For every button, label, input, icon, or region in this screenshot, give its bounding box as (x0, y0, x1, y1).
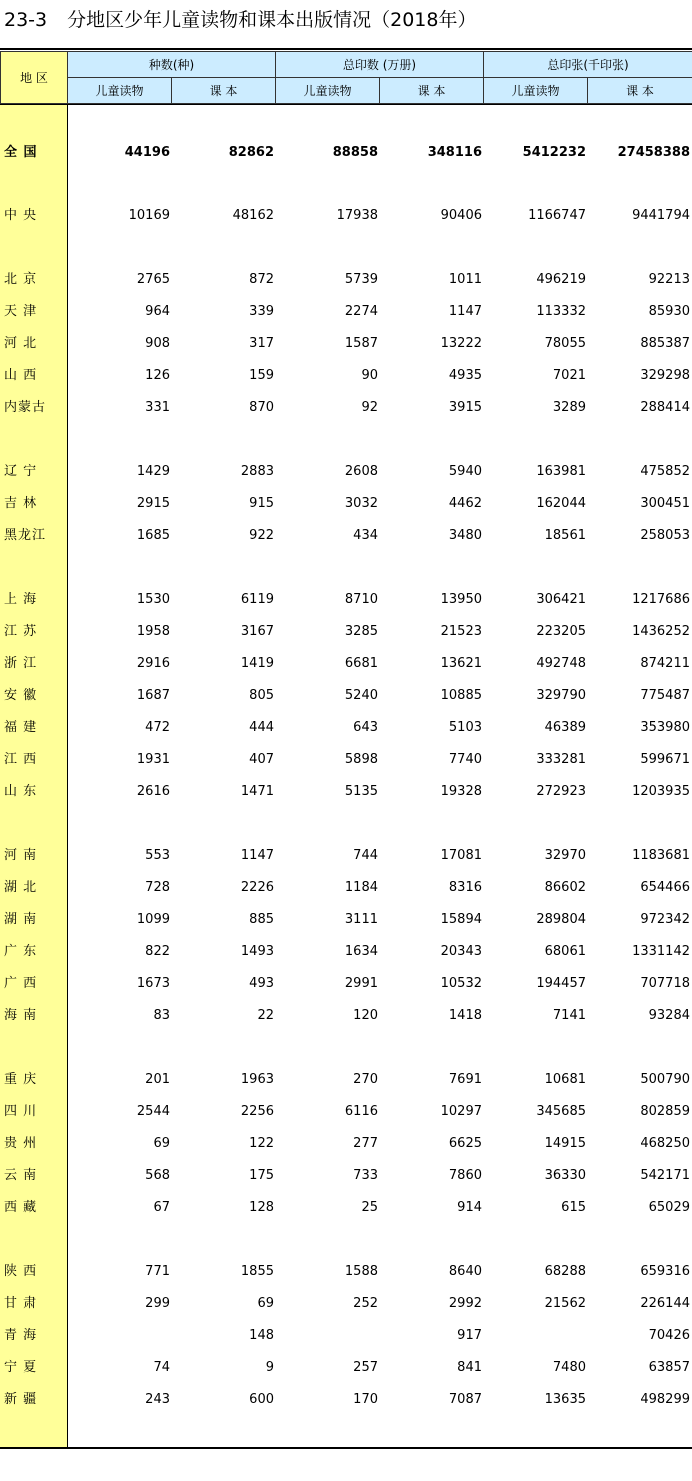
table-row (0, 1102, 692, 1122)
table-row (0, 526, 692, 546)
value-cell: 13222 (440, 336, 482, 351)
value-cell: 17081 (440, 848, 482, 863)
region-name: 广 西 (4, 976, 38, 991)
value-cell: 771 (145, 1264, 170, 1279)
value-cell: 7860 (448, 1168, 482, 1183)
value-cell: 6625 (448, 1136, 482, 1151)
value-cell: 32970 (544, 848, 586, 863)
value-cell: 615 (561, 1200, 586, 1215)
value-cell: 13621 (440, 656, 482, 671)
value-cell: 69 (153, 1136, 170, 1151)
region-name: 浙 江 (4, 656, 38, 671)
table-number: 23-3 (4, 9, 48, 31)
value-cell: 25 (361, 1200, 378, 1215)
value-cell: 7021 (552, 368, 586, 383)
value-cell: 14915 (544, 1136, 586, 1151)
table-row (0, 1294, 692, 1314)
value-cell: 148 (249, 1328, 274, 1343)
value-cell: 120 (353, 1008, 378, 1023)
value-cell: 1471 (240, 784, 274, 799)
table-row (0, 1006, 692, 1026)
header-sub-textbook: 课 本 (380, 78, 484, 104)
value-cell: 6116 (344, 1104, 378, 1119)
value-cell: 475852 (640, 464, 690, 479)
table-row (0, 590, 692, 610)
value-cell: 175 (249, 1168, 274, 1183)
value-cell: 339 (249, 304, 274, 319)
value-cell: 201 (145, 1072, 170, 1087)
value-cell: 3285 (344, 624, 378, 639)
value-cell: 226144 (640, 1296, 690, 1311)
value-cell: 3167 (240, 624, 274, 639)
value-cell: 7087 (448, 1392, 482, 1407)
value-cell: 306421 (536, 592, 586, 607)
value-cell: 8316 (448, 880, 482, 895)
value-cell: 10297 (440, 1104, 482, 1119)
region-name: 湖 北 (4, 880, 38, 895)
header-group-titles: 种数(种) (68, 52, 276, 78)
value-cell: 2608 (344, 464, 378, 479)
value-cell: 3289 (552, 400, 586, 415)
table-row (0, 143, 692, 163)
value-cell: 733 (353, 1168, 378, 1183)
value-cell: 2226 (240, 880, 274, 895)
value-cell: 68288 (544, 1264, 586, 1279)
value-cell: 13635 (544, 1392, 586, 1407)
value-cell: 7740 (448, 752, 482, 767)
value-cell: 2916 (136, 656, 170, 671)
value-cell: 600 (249, 1392, 274, 1407)
value-cell: 2915 (136, 496, 170, 511)
region-name: 黑龙江 (4, 528, 47, 543)
table-row (0, 1070, 692, 1090)
table-row (0, 942, 692, 962)
header-sub-children: 儿童读物 (484, 78, 588, 104)
region-name: 上 海 (4, 592, 38, 607)
value-cell: 472 (145, 720, 170, 735)
table-row (0, 1198, 692, 1218)
value-cell: 128 (249, 1200, 274, 1215)
value-cell: 4462 (448, 496, 482, 511)
value-cell: 27458388 (617, 145, 690, 160)
value-cell: 70426 (648, 1328, 690, 1343)
value-cell: 1588 (344, 1264, 378, 1279)
value-cell: 8710 (344, 592, 378, 607)
value-cell: 1203935 (632, 784, 690, 799)
value-cell: 329298 (640, 368, 690, 383)
value-cell: 659316 (640, 1264, 690, 1279)
value-cell: 3032 (344, 496, 378, 511)
value-cell: 82862 (228, 145, 274, 160)
region-name: 西 藏 (4, 1200, 38, 1215)
value-cell: 2544 (136, 1104, 170, 1119)
table-row (0, 718, 692, 738)
value-cell: 1419 (240, 656, 274, 671)
value-cell: 1685 (136, 528, 170, 543)
value-cell: 272923 (536, 784, 586, 799)
header-sub-textbook: 课 本 (172, 78, 276, 104)
value-cell: 1166747 (528, 208, 586, 223)
table-row (0, 494, 692, 514)
value-cell: 10681 (544, 1072, 586, 1087)
value-cell: 9441794 (632, 208, 690, 223)
value-cell: 3480 (448, 528, 482, 543)
header-group-impressions: 总印数 (万册) (276, 52, 484, 78)
table-row (0, 366, 692, 386)
value-cell: 972342 (640, 912, 690, 927)
value-cell: 1183681 (632, 848, 690, 863)
value-cell: 65029 (648, 1200, 690, 1215)
value-cell: 496219 (536, 272, 586, 287)
value-cell: 22 (257, 1008, 274, 1023)
value-cell: 1147 (240, 848, 274, 863)
region-name: 北 京 (4, 272, 38, 287)
value-cell: 5412232 (522, 145, 586, 160)
value-cell: 599671 (640, 752, 690, 767)
value-cell: 5739 (344, 272, 378, 287)
value-cell: 6681 (344, 656, 378, 671)
value-cell: 288414 (640, 400, 690, 415)
table-row (0, 1262, 692, 1282)
value-cell: 917 (457, 1328, 482, 1343)
value-cell: 88858 (332, 145, 378, 160)
value-cell: 775487 (640, 688, 690, 703)
region-name: 重 庆 (4, 1072, 38, 1087)
value-cell: 331 (145, 400, 170, 415)
value-cell: 870 (249, 400, 274, 415)
table-row (0, 910, 692, 930)
region-name: 四 川 (4, 1104, 38, 1119)
table-row (0, 782, 692, 802)
region-name: 辽 宁 (4, 464, 38, 479)
value-cell: 805 (249, 688, 274, 703)
value-cell: 914 (457, 1200, 482, 1215)
page-title (4, 4, 476, 40)
value-cell: 170 (353, 1392, 378, 1407)
value-cell: 353980 (640, 720, 690, 735)
table-row (0, 686, 692, 706)
value-cell: 885 (249, 912, 274, 927)
value-cell: 69 (257, 1296, 274, 1311)
value-cell: 48162 (232, 208, 274, 223)
table-row (0, 1390, 692, 1410)
value-cell: 13950 (440, 592, 482, 607)
header-sub-children: 儿童读物 (276, 78, 380, 104)
region-name: 中 央 (4, 208, 38, 223)
value-cell: 500790 (640, 1072, 690, 1087)
value-cell: 345685 (536, 1104, 586, 1119)
table-row (0, 334, 692, 354)
value-cell: 5940 (448, 464, 482, 479)
value-cell: 122 (249, 1136, 274, 1151)
region-name: 江 西 (4, 752, 38, 767)
value-cell: 1634 (344, 944, 378, 959)
value-cell: 1958 (136, 624, 170, 639)
table-header (0, 51, 692, 104)
table-row (0, 878, 692, 898)
header-region: 地 区 (1, 52, 68, 104)
value-cell: 86602 (544, 880, 586, 895)
table-row (0, 1134, 692, 1154)
value-cell: 434 (353, 528, 378, 543)
value-cell: 1429 (136, 464, 170, 479)
header-sub-children: 儿童读物 (68, 78, 172, 104)
value-cell: 2616 (136, 784, 170, 799)
table-row (0, 398, 692, 418)
value-cell: 2883 (240, 464, 274, 479)
value-cell: 1673 (136, 976, 170, 991)
value-cell: 113332 (536, 304, 586, 319)
value-cell: 7691 (448, 1072, 482, 1087)
value-cell: 78055 (544, 336, 586, 351)
region-name: 湖 南 (4, 912, 38, 927)
region-name: 山 西 (4, 368, 38, 383)
value-cell: 885387 (640, 336, 690, 351)
value-cell: 492748 (536, 656, 586, 671)
value-cell: 92 (361, 400, 378, 415)
region-name: 江 苏 (4, 624, 38, 639)
value-cell: 277 (353, 1136, 378, 1151)
value-cell: 654466 (640, 880, 690, 895)
value-cell: 299 (145, 1296, 170, 1311)
value-cell: 874211 (640, 656, 690, 671)
region-name: 陕 西 (4, 1264, 38, 1279)
value-cell: 1587 (344, 336, 378, 351)
value-cell: 444 (249, 720, 274, 735)
value-cell: 1436252 (632, 624, 690, 639)
value-cell: 1493 (240, 944, 274, 959)
value-cell: 252 (353, 1296, 378, 1311)
value-cell: 44196 (124, 145, 170, 160)
header-sub-textbook: 课 本 (588, 78, 692, 104)
region-name: 吉 林 (4, 496, 38, 511)
value-cell: 728 (145, 880, 170, 895)
value-cell: 21523 (440, 624, 482, 639)
value-cell: 2274 (344, 304, 378, 319)
bottom-rule (0, 1447, 692, 1449)
value-cell: 2765 (136, 272, 170, 287)
value-cell: 6119 (240, 592, 274, 607)
value-cell: 92213 (648, 272, 690, 287)
value-cell: 1963 (240, 1072, 274, 1087)
region-name: 宁 夏 (4, 1360, 38, 1375)
value-cell: 21562 (544, 1296, 586, 1311)
value-cell: 841 (457, 1360, 482, 1375)
table-row (0, 654, 692, 674)
value-cell: 872 (249, 272, 274, 287)
value-cell: 36330 (544, 1168, 586, 1183)
value-cell: 159 (249, 368, 274, 383)
value-cell: 498299 (640, 1392, 690, 1407)
table-row (0, 462, 692, 482)
table-row (0, 846, 692, 866)
value-cell: 468250 (640, 1136, 690, 1151)
value-cell: 5103 (448, 720, 482, 735)
value-cell: 348116 (427, 145, 482, 160)
value-cell: 162044 (536, 496, 586, 511)
value-cell: 126 (145, 368, 170, 383)
region-name: 安 徽 (4, 688, 38, 703)
region-name: 全 国 (4, 145, 38, 160)
region-name: 山 东 (4, 784, 38, 799)
value-cell: 90 (361, 368, 378, 383)
value-cell: 329790 (536, 688, 586, 703)
value-cell: 3111 (344, 912, 378, 927)
value-cell: 258053 (640, 528, 690, 543)
region-name: 内蒙古 (4, 400, 47, 415)
value-cell: 1011 (448, 272, 482, 287)
region-name: 天 津 (4, 304, 38, 319)
value-cell: 300451 (640, 496, 690, 511)
table-row (0, 1166, 692, 1186)
value-cell: 289804 (536, 912, 586, 927)
value-cell: 10885 (440, 688, 482, 703)
value-cell: 85930 (648, 304, 690, 319)
value-cell: 964 (145, 304, 170, 319)
value-cell: 93284 (648, 1008, 690, 1023)
value-cell: 163981 (536, 464, 586, 479)
value-cell: 1099 (136, 912, 170, 927)
value-cell: 17938 (336, 208, 378, 223)
value-cell: 3915 (448, 400, 482, 415)
region-name: 甘 肃 (4, 1296, 38, 1311)
value-cell: 74 (153, 1360, 170, 1375)
region-name: 福 建 (4, 720, 38, 735)
top-rule (0, 48, 692, 50)
region-name: 广 东 (4, 944, 38, 959)
value-cell: 67 (153, 1200, 170, 1215)
value-cell: 194457 (536, 976, 586, 991)
table-row (0, 974, 692, 994)
value-cell: 18561 (544, 528, 586, 543)
header-group-sheets: 总印张(千印张) (484, 52, 692, 78)
value-cell: 333281 (536, 752, 586, 767)
value-cell: 10169 (128, 208, 170, 223)
table-row (0, 1358, 692, 1378)
value-cell: 744 (353, 848, 378, 863)
value-cell: 5135 (344, 784, 378, 799)
value-cell: 2991 (344, 976, 378, 991)
value-cell: 270 (353, 1072, 378, 1087)
value-cell: 922 (249, 528, 274, 543)
value-cell: 568 (145, 1168, 170, 1183)
value-cell: 1147 (448, 304, 482, 319)
value-cell: 553 (145, 848, 170, 863)
value-cell: 1331142 (632, 944, 690, 959)
value-cell: 317 (249, 336, 274, 351)
value-cell: 10532 (440, 976, 482, 991)
value-cell: 908 (145, 336, 170, 351)
value-cell: 643 (353, 720, 378, 735)
value-cell: 223205 (536, 624, 586, 639)
value-cell: 542171 (640, 1168, 690, 1183)
value-cell: 9 (265, 1360, 274, 1375)
value-cell: 46389 (544, 720, 586, 735)
value-cell: 822 (145, 944, 170, 959)
value-cell: 8640 (448, 1264, 482, 1279)
value-cell: 2992 (448, 1296, 482, 1311)
value-cell: 90406 (440, 208, 482, 223)
value-cell: 83 (153, 1008, 170, 1023)
value-cell: 802859 (640, 1104, 690, 1119)
table-title: 分地区少年儿童读物和课本出版情况（2018年） (67, 9, 477, 31)
value-cell: 19328 (440, 784, 482, 799)
value-cell: 1184 (344, 880, 378, 895)
table-row (0, 1326, 692, 1346)
value-cell: 7141 (552, 1008, 586, 1023)
value-cell: 68061 (544, 944, 586, 959)
region-name: 新 疆 (4, 1392, 38, 1407)
region-name: 河 南 (4, 848, 38, 863)
value-cell: 493 (249, 976, 274, 991)
value-cell: 2256 (240, 1104, 274, 1119)
value-cell: 257 (353, 1360, 378, 1375)
table-row (0, 302, 692, 322)
table-row (0, 206, 692, 226)
value-cell: 1855 (240, 1264, 274, 1279)
region-name: 贵 州 (4, 1136, 38, 1151)
value-cell: 20343 (440, 944, 482, 959)
region-name: 云 南 (4, 1168, 38, 1183)
value-cell: 1931 (136, 752, 170, 767)
table-row (0, 270, 692, 290)
value-cell: 4935 (448, 368, 482, 383)
value-cell: 1687 (136, 688, 170, 703)
header-rule (0, 104, 692, 105)
value-cell: 63857 (648, 1360, 690, 1375)
table-row (0, 622, 692, 642)
value-cell: 7480 (552, 1360, 586, 1375)
value-cell: 915 (249, 496, 274, 511)
value-cell: 5898 (344, 752, 378, 767)
value-cell: 15894 (440, 912, 482, 927)
region-name: 河 北 (4, 336, 38, 351)
value-cell: 243 (145, 1392, 170, 1407)
table-row (0, 750, 692, 770)
value-cell: 1217686 (632, 592, 690, 607)
value-cell: 1530 (136, 592, 170, 607)
value-cell: 1418 (448, 1008, 482, 1023)
region-name: 海 南 (4, 1008, 38, 1023)
value-cell: 5240 (344, 688, 378, 703)
value-cell: 407 (249, 752, 274, 767)
value-cell: 707718 (640, 976, 690, 991)
region-name: 青 海 (4, 1328, 38, 1343)
